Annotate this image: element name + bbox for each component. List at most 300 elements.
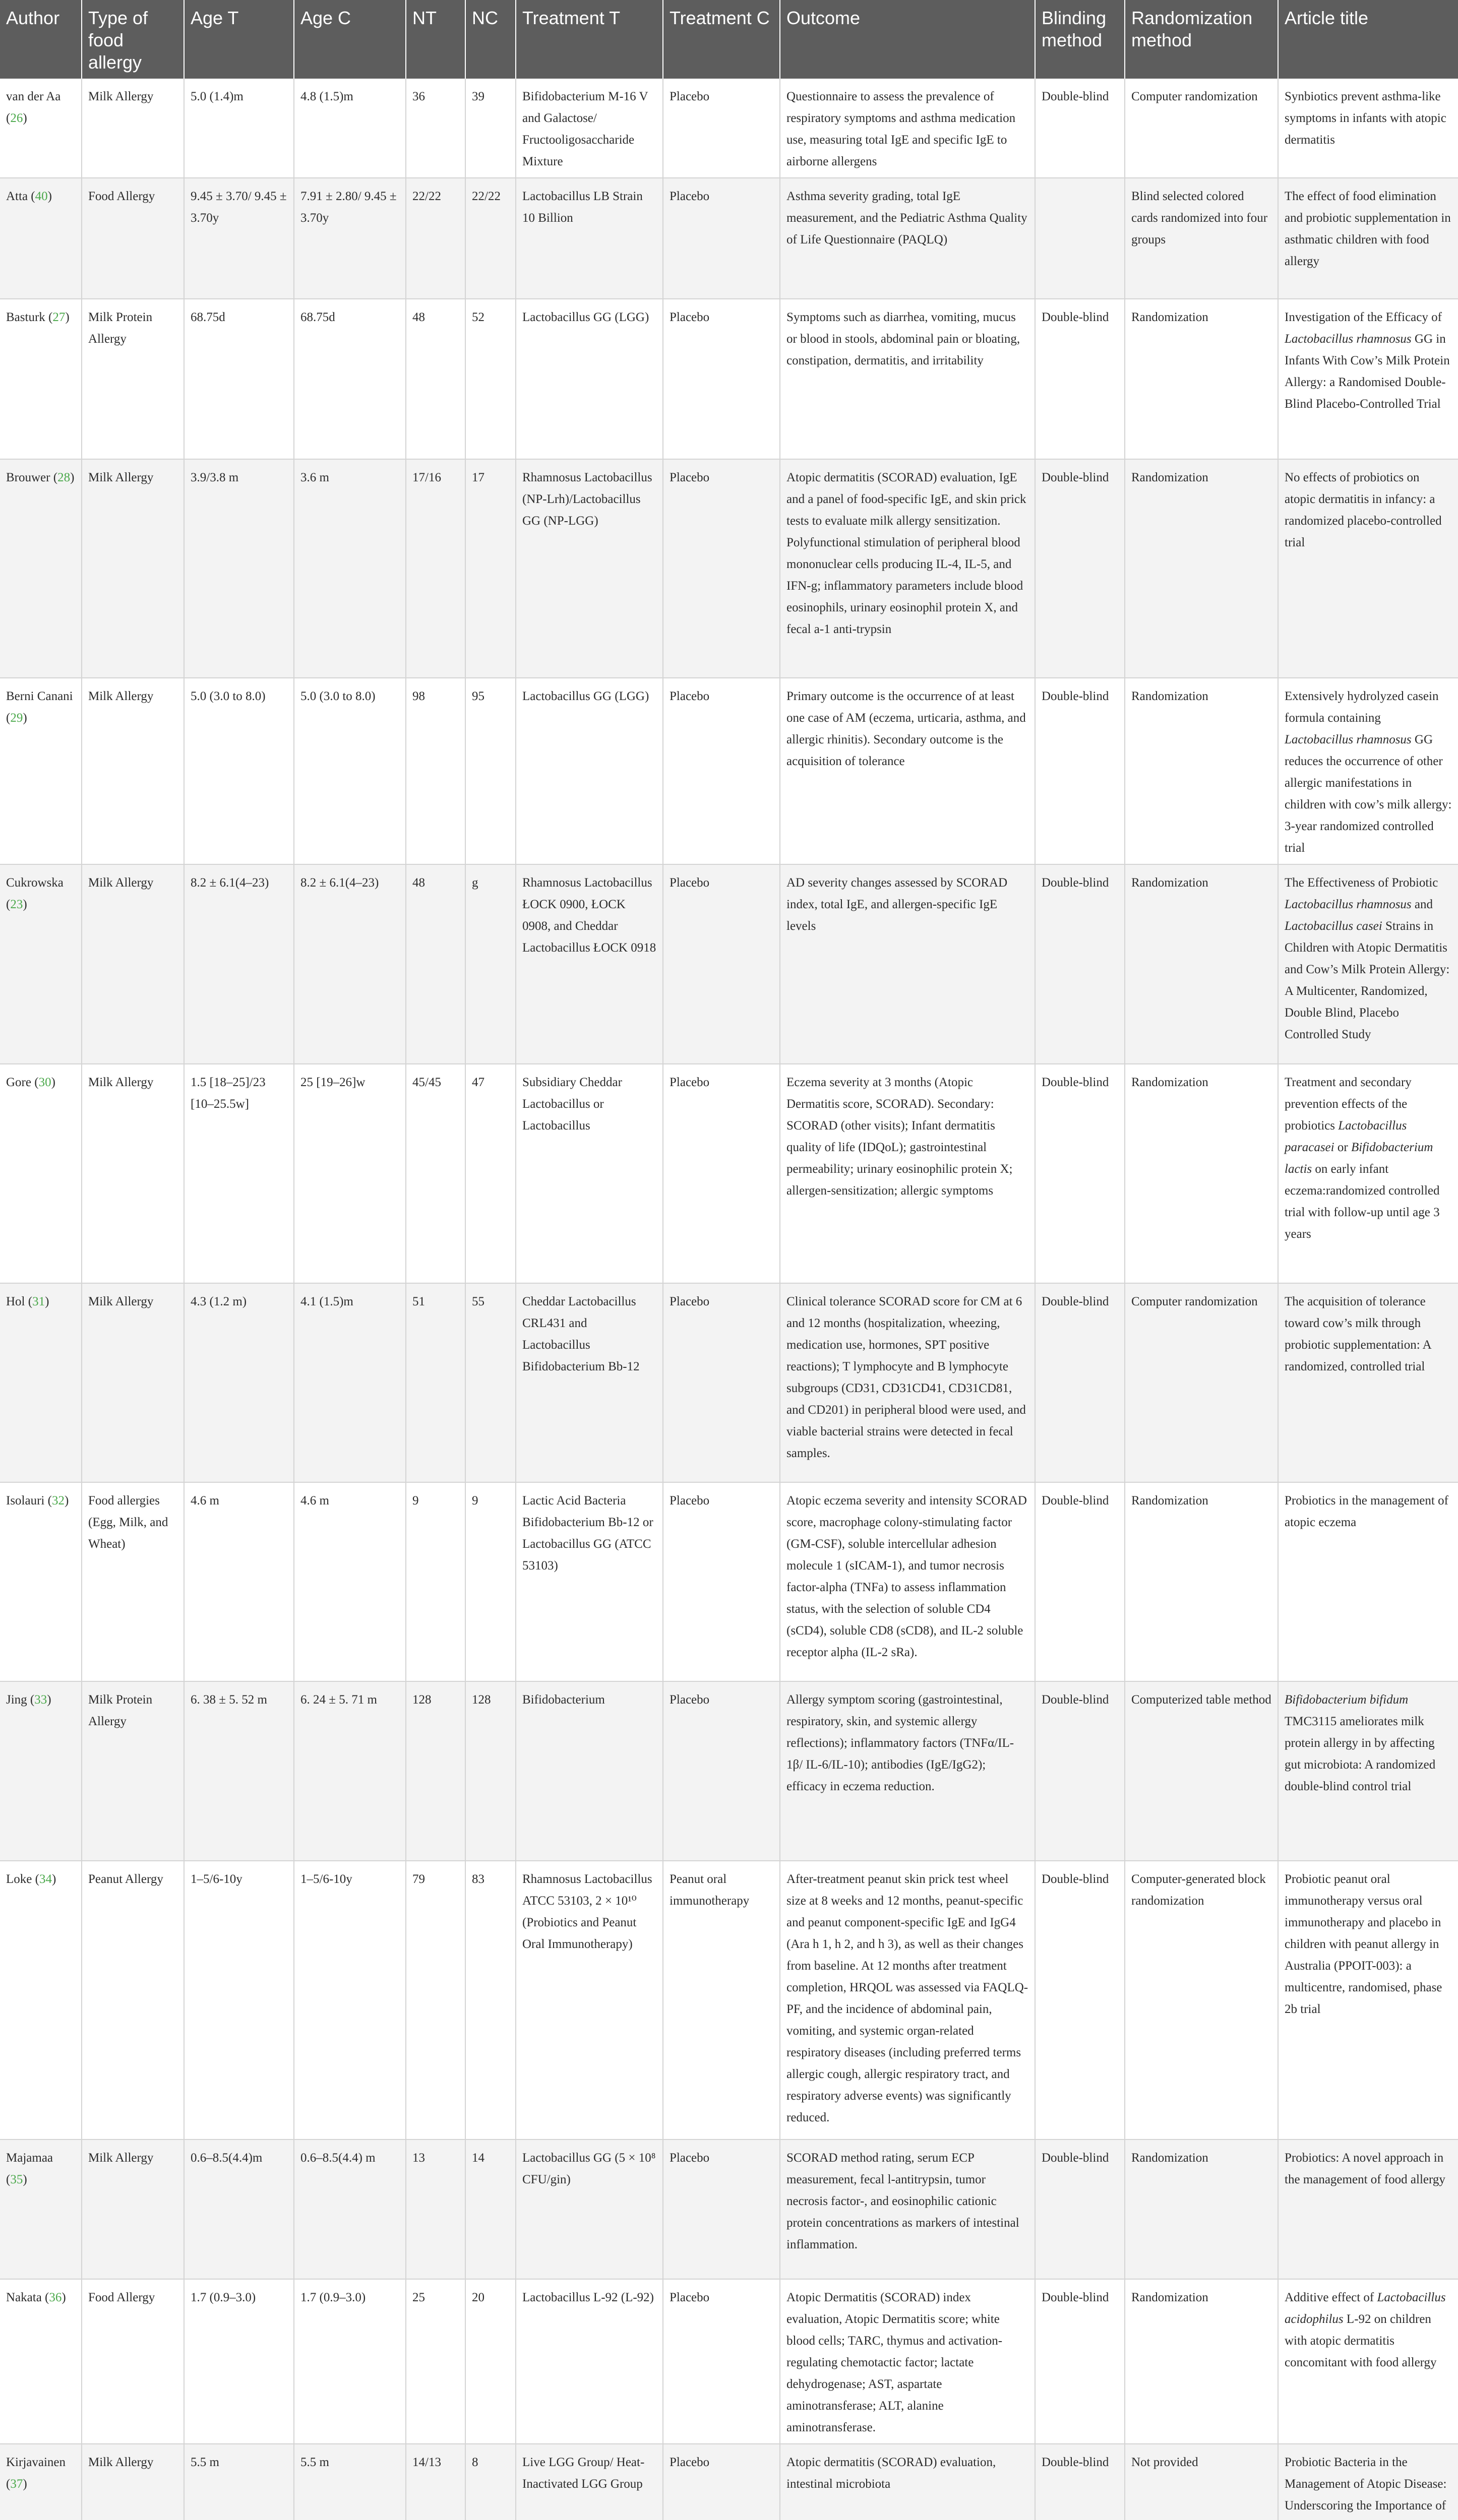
species-name: Lactobacillus casei	[1285, 919, 1382, 933]
author-cell	[0, 678, 82, 864]
cell-text: Investigation of the Efficacy of	[1285, 310, 1442, 324]
allergy-type-cell	[82, 79, 184, 178]
randomization-cell	[1125, 1064, 1278, 1283]
treatment-t-cell	[516, 2444, 663, 2520]
nc-cell	[465, 1861, 516, 2139]
cell-text: )	[23, 2477, 27, 2491]
cell-text: Randomization	[1131, 689, 1208, 703]
age-c-cell	[294, 678, 406, 864]
cell-text: )	[65, 310, 70, 324]
outcome-cell	[780, 2444, 1035, 2520]
cell-text: g	[472, 876, 478, 890]
outcome-cell	[780, 79, 1035, 178]
cell-text: 3.6 m	[300, 471, 329, 484]
blinding-cell	[1035, 79, 1125, 178]
cell-text: 1–5/6-10y	[191, 1872, 242, 1886]
cell-text: 51	[412, 1295, 425, 1308]
cell-text: 25 [19–26]w	[300, 1076, 366, 1089]
reference-link[interactable]: 27	[52, 310, 66, 324]
allergy-type-cell	[82, 178, 184, 299]
reference-link[interactable]: 30	[38, 1076, 51, 1089]
nt-cell	[406, 299, 465, 459]
cell-text: Double-blind	[1042, 471, 1109, 484]
randomization-cell	[1125, 79, 1278, 178]
cell-text: Placebo	[670, 471, 710, 484]
cell-text: or	[1334, 1141, 1351, 1154]
reference-link[interactable]: 26	[10, 111, 23, 125]
cell-text: Placebo	[670, 90, 710, 103]
cell-text: 5.5 m	[300, 2455, 329, 2469]
cell-text: Placebo	[670, 2151, 710, 2165]
cell-text: Computer randomization	[1131, 90, 1258, 103]
author-header: Author	[0, 0, 82, 79]
cell-text: 5.5 m	[191, 2455, 219, 2469]
outcome-cell	[780, 1681, 1035, 1861]
outcome-cell	[780, 178, 1035, 299]
cell-text: 9	[472, 1494, 478, 1507]
cell-text: Bifidobacterium M-16 V and Galactose/ Fructooligosaccharide Mixture	[522, 90, 648, 168]
age-c-cell	[294, 2279, 406, 2444]
nt-cell	[406, 1482, 465, 1681]
cell-text: 52	[472, 310, 484, 324]
blinding-cell	[1035, 459, 1125, 678]
blinding-header: Blinding method	[1035, 0, 1125, 79]
cell-text: Placebo	[670, 190, 710, 203]
species-name: Lactobacillus paracasei	[1285, 1119, 1407, 1154]
nc-cell	[465, 1064, 516, 1283]
treatment-t-cell	[516, 864, 663, 1064]
author-cell	[0, 1861, 82, 2139]
allergy-type-cell	[82, 299, 184, 459]
cell-text: Randomization	[1131, 310, 1208, 324]
species-name: Lactobacillus rhamnosus	[1285, 332, 1412, 346]
table-row	[0, 1482, 1458, 1681]
cell-text: Allergy symptom scoring (gastrointestinal, respiratory, skin, and systemic allergy reflections); inflammatory factors (TNFα/IL-1β/ IL-6/IL-10); antibodies (IgE/IgG2); efficacy in eczema reduction.	[786, 1693, 1014, 1793]
table-row	[0, 2444, 1458, 2520]
outcome-cell	[780, 299, 1035, 459]
cell-text: Lactobacillus GG (LGG)	[522, 310, 649, 324]
cell-text: 4.6 m	[191, 1494, 219, 1507]
cell-text: 36	[412, 90, 425, 103]
treatment-c-cell	[663, 1681, 780, 1861]
cell-text: 8.2 ± 6.1(4–23)	[300, 876, 379, 890]
nc-cell	[465, 178, 516, 299]
age-t-cell	[184, 678, 294, 864]
cell-text: )	[45, 1295, 49, 1308]
treatment-c-cell	[663, 864, 780, 1064]
age-c-cell	[294, 2139, 406, 2279]
cell-text: Atta (	[6, 190, 35, 203]
age-t-cell	[184, 299, 294, 459]
cell-text: Food allergies (Egg, Milk, and Wheat)	[88, 1494, 168, 1551]
treatment-t-cell	[516, 299, 663, 459]
cell-text: No effects of probiotics on atopic dermatitis in infancy: a randomized placebo-controlled trial	[1285, 471, 1442, 549]
blinding-cell	[1035, 2139, 1125, 2279]
nt-cell	[406, 459, 465, 678]
cell-text: 14	[472, 2151, 484, 2165]
treatment-t-cell	[516, 178, 663, 299]
table-row	[0, 299, 1458, 459]
species-name: Lactobacillus rhamnosus	[1285, 733, 1412, 746]
reference-link[interactable]: 32	[51, 1494, 65, 1507]
species-name: Bifidobacterium bifidum	[1285, 1693, 1409, 1707]
treatment-c-cell	[663, 459, 780, 678]
reference-link[interactable]: 28	[57, 471, 71, 484]
treatment-c-cell	[663, 2139, 780, 2279]
reference-link[interactable]: 29	[10, 711, 23, 725]
outcome-cell	[780, 2139, 1035, 2279]
outcome-cell	[780, 2279, 1035, 2444]
table-header	[0, 0, 1458, 79]
nc-cell	[465, 459, 516, 678]
allergy-type-cell	[82, 1283, 184, 1482]
cell-text: )	[23, 711, 27, 725]
cell-text: 0.6–8.5(4.4) m	[300, 2151, 376, 2165]
age-t-cell	[184, 2139, 294, 2279]
age-t-cell	[184, 178, 294, 299]
cell-text: 95	[472, 689, 484, 703]
cell-text: Placebo	[670, 2455, 710, 2469]
cell-text: Atopic dermatitis (SCORAD) evaluation, IgE and a panel of food-specific IgE, and skin prick tests to evaluate milk allergy sensitization. Polyfunctional stimulation of peripheral blood mononuclear cells producing IL-4, IL-5, and IFN-g; inflammatory parameters include blood eosinophils, urinary eosinophil protein X, and fecal a-1 anti-trypsin	[786, 471, 1026, 636]
cell-text: on early infant eczema:randomized controlled trial with follow-up until age 3 years	[1285, 1162, 1440, 1241]
cell-text: 128	[412, 1693, 432, 1707]
outcome-cell	[780, 864, 1035, 1064]
treatment-c-cell	[663, 299, 780, 459]
age-t-cell	[184, 2444, 294, 2520]
cell-text: Double-blind	[1042, 90, 1109, 103]
blinding-cell	[1035, 2444, 1125, 2520]
cell-text: Strains in Children with Atopic Dermatitis and Cow’s Milk Protein Allergy: A Multicenter, Randomized, Double Blind, Placebo Controlled Study	[1285, 919, 1450, 1041]
reference-link[interactable]: 33	[34, 1693, 47, 1707]
cell-text: AD severity changes assessed by SCORAD index, total IgE, and allergen-specific IgE levels	[786, 876, 1008, 933]
cell-text: 68.75d	[300, 310, 335, 324]
cell-text: Randomization	[1131, 1076, 1208, 1089]
cell-text: Lactobacillus GG (LGG)	[522, 689, 649, 703]
cell-text: )	[51, 1872, 56, 1886]
cell-text: 128	[472, 1693, 491, 1707]
cell-text: Randomization	[1131, 1494, 1208, 1507]
age-c-cell	[294, 459, 406, 678]
cell-text: 4.8 (1.5)m	[300, 90, 353, 103]
cell-text: Jing (	[6, 1693, 35, 1707]
cell-text: Lactic Acid Bacteria Bifidobacterium Bb-12 or Lactobacillus GG (ATCC 53103)	[522, 1494, 653, 1572]
age-c-cell	[294, 1861, 406, 2139]
reference-link[interactable]: 35	[10, 2173, 23, 2186]
cell-text: Double-blind	[1042, 1295, 1109, 1308]
cell-text: Berni Canani (	[6, 689, 73, 725]
cell-text: Treatment and secondary prevention effects of the probiotics	[1285, 1076, 1412, 1132]
cell-text: Randomization	[1131, 2151, 1208, 2165]
reference-link[interactable]: 36	[49, 2291, 62, 2304]
author-cell	[0, 2444, 82, 2520]
cell-text: 1.7 (0.9–3.0)	[191, 2291, 256, 2304]
author-cell	[0, 178, 82, 299]
article-title-cell	[1278, 79, 1458, 178]
cell-text: )	[23, 2173, 27, 2186]
outcome-cell	[780, 1861, 1035, 2139]
author-cell	[0, 1681, 82, 1861]
cell-text: 68.75d	[191, 310, 225, 324]
randomization-cell	[1125, 299, 1278, 459]
table-row	[0, 459, 1458, 678]
cell-text: 1.5 [18–25]/23 [10–25.5w]	[191, 1076, 266, 1111]
cell-text: Clinical tolerance SCORAD score for CM at 6 and 12 months (hospitalization, wheezing, medication use, hormones, SPT positive reactions); T lymphocyte and B lymphocyte subgroups (CD31, CD31CD41, CD31CD81, and CD201) in peripheral blood were used, and viable bacterial strains were detected in fecal samples.	[786, 1295, 1026, 1460]
table-body	[0, 79, 1458, 2520]
cell-text: Placebo	[670, 876, 710, 890]
nc-cell	[465, 79, 516, 178]
article-title-cell	[1278, 1064, 1458, 1283]
randomization-cell	[1125, 1681, 1278, 1861]
cell-text: Atopic Dermatitis (SCORAD) index evaluation, Atopic Dermatitis score; white blood cells; TARC, thymus and activation-regulating chemotactic factor; lactate dehydrogenase; AST, aspartate aminotransferase; ALT, alanine aminotransferase.	[786, 2291, 1003, 2434]
age-t-cell	[184, 1064, 294, 1283]
cell-text: Milk Allergy	[88, 1076, 154, 1089]
type-header: Type of food allergy	[82, 0, 184, 79]
species-name: Lactobacillus rhamnosus	[1285, 898, 1412, 911]
cell-text: Cheddar Lactobacillus CRL431 and Lactobacillus Bifidobacterium Bb-12	[522, 1295, 640, 1373]
nc-cell	[465, 2444, 516, 2520]
randomization-cell	[1125, 459, 1278, 678]
nt-cell	[406, 1064, 465, 1283]
cell-text: 55	[472, 1295, 484, 1308]
cell-text: Brouwer (	[6, 471, 58, 484]
cell-text: Kirjavainen (	[6, 2455, 66, 2491]
cell-text: Milk Protein Allergy	[88, 310, 153, 346]
cell-text: Atopic eczema severity and intensity SCORAD score, macrophage colony-stimulating factor (GM-CSF), soluble intercellular adhesion molecule 1 (sICAM-1), and tumor necrosis factor-alpha (TNFa) to assess inflammation status, with the selection of soluble CD4 (sCD4), soluble CD8 (sCD8), and IL-2 soluble receptor alpha (IL-2 sRa).	[786, 1494, 1027, 1659]
cell-text: Double-blind	[1042, 2455, 1109, 2469]
cell-text: Loke (	[6, 1872, 39, 1886]
allergy-type-cell	[82, 2279, 184, 2444]
cell-text: 5.0 (1.4)m	[191, 90, 244, 103]
cell-text: Majamaa (	[6, 2151, 53, 2186]
article-title-cell	[1278, 178, 1458, 299]
cell-text: Randomization	[1131, 471, 1208, 484]
nc-cell	[465, 299, 516, 459]
cell-text: Rhamnosus Lactobacillus (NP-Lrh)/Lactobacillus GG (NP-LGG)	[522, 471, 652, 528]
age-t-cell	[184, 1482, 294, 1681]
cell-text: )	[70, 471, 75, 484]
cell-text: )	[47, 1693, 51, 1707]
outcome-cell	[780, 459, 1035, 678]
reference-link[interactable]: 34	[39, 1872, 52, 1886]
cell-text: )	[62, 2291, 66, 2304]
cell-text: Cukrowska (	[6, 876, 64, 911]
cell-text: 8.2 ± 6.1(4–23)	[191, 876, 269, 890]
article-title-cell	[1278, 1283, 1458, 1482]
cell-text: Double-blind	[1042, 1494, 1109, 1507]
allergy-type-cell	[82, 2444, 184, 2520]
cell-text: 6. 24 ± 5. 71 m	[300, 1693, 377, 1707]
reference-link[interactable]: 31	[32, 1295, 45, 1308]
randomization-cell	[1125, 178, 1278, 299]
allergy-type-cell	[82, 678, 184, 864]
age-t-header: Age T	[184, 0, 294, 79]
blinding-cell	[1035, 1681, 1125, 1861]
cell-text: Placebo	[670, 1494, 710, 1507]
cell-text: Probiotics: A novel approach in the management of food allergy	[1285, 2151, 1445, 2186]
age-t-cell	[184, 1861, 294, 2139]
author-cell	[0, 2139, 82, 2279]
age-c-cell	[294, 1064, 406, 1283]
allergy-type-cell	[82, 1861, 184, 2139]
allergy-type-cell	[82, 864, 184, 1064]
cell-text: 47	[472, 1076, 484, 1089]
cell-text: Rhamnosus Lactobacillus ŁOCK 0900, ŁOCK 0908, and Cheddar Lactobacillus ŁOCK 0918	[522, 876, 656, 955]
blinding-cell	[1035, 299, 1125, 459]
nt-cell	[406, 2444, 465, 2520]
cell-text: SCORAD method rating, serum ECP measurement, fecal l-antitrypsin, tumor necrosis factor-, and eosinophilic cationic protein concentrations as markers of intestinal inflammation.	[786, 2151, 1019, 2251]
outcome-cell	[780, 1064, 1035, 1283]
treatment-c-cell	[663, 1482, 780, 1681]
age-c-cell	[294, 299, 406, 459]
blinding-cell	[1035, 1861, 1125, 2139]
randomization-cell	[1125, 2139, 1278, 2279]
article-title-cell	[1278, 864, 1458, 1064]
age-c-cell	[294, 1482, 406, 1681]
cell-text: Milk Protein Allergy	[88, 1693, 153, 1728]
author-cell	[0, 79, 82, 178]
nc-cell	[465, 1283, 516, 1482]
randomization-cell	[1125, 2279, 1278, 2444]
article-title-cell	[1278, 299, 1458, 459]
author-cell	[0, 1482, 82, 1681]
cell-text: Hol (	[6, 1295, 33, 1308]
treatment-c-cell	[663, 2279, 780, 2444]
cell-text: Questionnaire to assess the prevalence of respiratory symptoms and asthma medication use, measuring total IgE and specific IgE to airborne allergens	[786, 90, 1016, 168]
treatment-t-cell	[516, 2279, 663, 2444]
age-t-cell	[184, 1681, 294, 1861]
age-c-cell	[294, 79, 406, 178]
outcome-cell	[780, 1283, 1035, 1482]
cell-text: Computer-generated block randomization	[1131, 1872, 1266, 1908]
nc-cell	[465, 864, 516, 1064]
treatment-t-cell	[516, 1861, 663, 2139]
nt-cell	[406, 2139, 465, 2279]
treatment-c-cell	[663, 1283, 780, 1482]
cell-text: Atopic dermatitis (SCORAD) evaluation, intestinal microbiota	[786, 2455, 996, 2491]
reference-link[interactable]: 40	[35, 190, 48, 203]
table-row	[0, 2139, 1458, 2279]
cell-text: Probiotics in the management of atopic eczema	[1285, 1494, 1448, 1529]
nc-header: NC	[465, 0, 516, 79]
nt-cell	[406, 1861, 465, 2139]
age-c-cell	[294, 2444, 406, 2520]
age-t-cell	[184, 459, 294, 678]
cell-text: 25	[412, 2291, 425, 2304]
cell-text: Placebo	[670, 2291, 710, 2304]
cell-text: GG reduces the occurrence of other allergic manifestations in children with cow’s milk allergy: 3-year randomized controlled trial	[1285, 733, 1452, 855]
blinding-cell	[1035, 864, 1125, 1064]
cell-text: 48	[412, 310, 425, 324]
nc-cell	[465, 2279, 516, 2444]
randomization-cell	[1125, 864, 1278, 1064]
cell-text: 17	[472, 471, 484, 484]
cell-text: 20	[472, 2291, 484, 2304]
reference-link[interactable]: 23	[10, 898, 23, 911]
cell-text: Placebo	[670, 1295, 710, 1308]
cell-text: 3.9/3.8 m	[191, 471, 239, 484]
treatment-t-cell	[516, 678, 663, 864]
reference-link[interactable]: 37	[10, 2477, 23, 2491]
cell-text: Lactobacillus LB Strain 10 Billion	[522, 190, 643, 225]
treatment-t-header: Treatment T	[516, 0, 663, 79]
cell-text: Double-blind	[1042, 310, 1109, 324]
cell-text: Gore (	[6, 1076, 39, 1089]
cell-text: Milk Allergy	[88, 689, 154, 703]
table-row	[0, 1283, 1458, 1482]
cell-text: Placebo	[670, 1693, 710, 1707]
species-name: Lactobacillus acidophilus	[1285, 2291, 1446, 2326]
cell-text: The acquisition of tolerance toward cow’s milk through probiotic supplementation: A randomized, controlled trial	[1285, 1295, 1431, 1373]
cell-text: Double-blind	[1042, 1872, 1109, 1886]
treatment-c-cell	[663, 1064, 780, 1283]
cell-text: 39	[472, 90, 484, 103]
table-row	[0, 1681, 1458, 1861]
article-title-cell	[1278, 1681, 1458, 1861]
nt-cell	[406, 1681, 465, 1861]
cell-text: 98	[412, 689, 425, 703]
treatment-c-cell	[663, 2444, 780, 2520]
cell-text: Probiotic peanut oral immunotherapy versus oral immunotherapy and placebo in children with peanut allergy in Australia (PPOIT-003): a multicentre, randomised, phase 2b trial	[1285, 1872, 1442, 2016]
cell-text: 0.6–8.5(4.4)m	[191, 2151, 263, 2165]
allergy-type-cell	[82, 1681, 184, 1861]
blinding-cell	[1035, 2279, 1125, 2444]
age-c-cell	[294, 864, 406, 1064]
allergy-type-cell	[82, 2139, 184, 2279]
cell-text: Blind selected colored cards randomized into four groups	[1131, 190, 1268, 246]
author-cell	[0, 299, 82, 459]
cell-text: Food Allergy	[88, 2291, 155, 2304]
nt-cell	[406, 2279, 465, 2444]
cell-text: )	[64, 1494, 69, 1507]
cell-text: 4.3 (1.2 m)	[191, 1295, 247, 1308]
age-t-cell	[184, 2279, 294, 2444]
article-title-cell	[1278, 1861, 1458, 2139]
article-title-cell	[1278, 459, 1458, 678]
cell-text: Peanut oral immunotherapy	[670, 1872, 750, 1908]
author-cell	[0, 1064, 82, 1283]
cell-text: Randomization	[1131, 2291, 1208, 2304]
cell-text: Probiotic Bacteria in the Management of Atopic Disease: Underscoring the Importance of	[1285, 2455, 1447, 2512]
randomization-cell	[1125, 1283, 1278, 1482]
cell-text: Asthma severity grading, total IgE measurement, and the Pediatric Asthma Quality of Life Questionnaire (PAQLQ)	[786, 190, 1027, 246]
article-title-header: Article title	[1278, 0, 1458, 79]
treatment-t-cell	[516, 2139, 663, 2279]
cell-text: Isolauri (	[6, 1494, 52, 1507]
author-cell	[0, 2279, 82, 2444]
cell-text: Computer randomization	[1131, 1295, 1258, 1308]
cell-text: 9.45 ± 3.70/ 9.45 ± 3.70y	[191, 190, 287, 225]
cell-text: 14/13	[412, 2455, 441, 2469]
treatment-t-cell	[516, 1283, 663, 1482]
randomization-cell	[1125, 1861, 1278, 2139]
cell-text: Symptoms such as diarrhea, vomiting, mucus or blood in stools, abdominal pain or bloating, constipation, dermatitis, and irritability	[786, 310, 1020, 367]
table-row	[0, 79, 1458, 178]
nc-cell	[465, 678, 516, 864]
cell-text: 13	[412, 2151, 425, 2165]
treatment-c-header: Treatment C	[663, 0, 780, 79]
cell-text: Placebo	[670, 310, 710, 324]
cell-text: 9	[412, 1494, 419, 1507]
randomization-cell	[1125, 1482, 1278, 1681]
treatment-t-cell	[516, 79, 663, 178]
nt-cell	[406, 864, 465, 1064]
cell-text: TMC3115 ameliorates milk protein allergy in by affecting gut microbiota: A randomized double-blind control trial	[1285, 1715, 1436, 1793]
cell-text: Milk Allergy	[88, 471, 154, 484]
header-row	[0, 0, 1458, 79]
cell-text: 83	[472, 1872, 484, 1886]
cell-text: The Effectiveness of Probiotic	[1285, 876, 1438, 890]
outcome-cell	[780, 678, 1035, 864]
